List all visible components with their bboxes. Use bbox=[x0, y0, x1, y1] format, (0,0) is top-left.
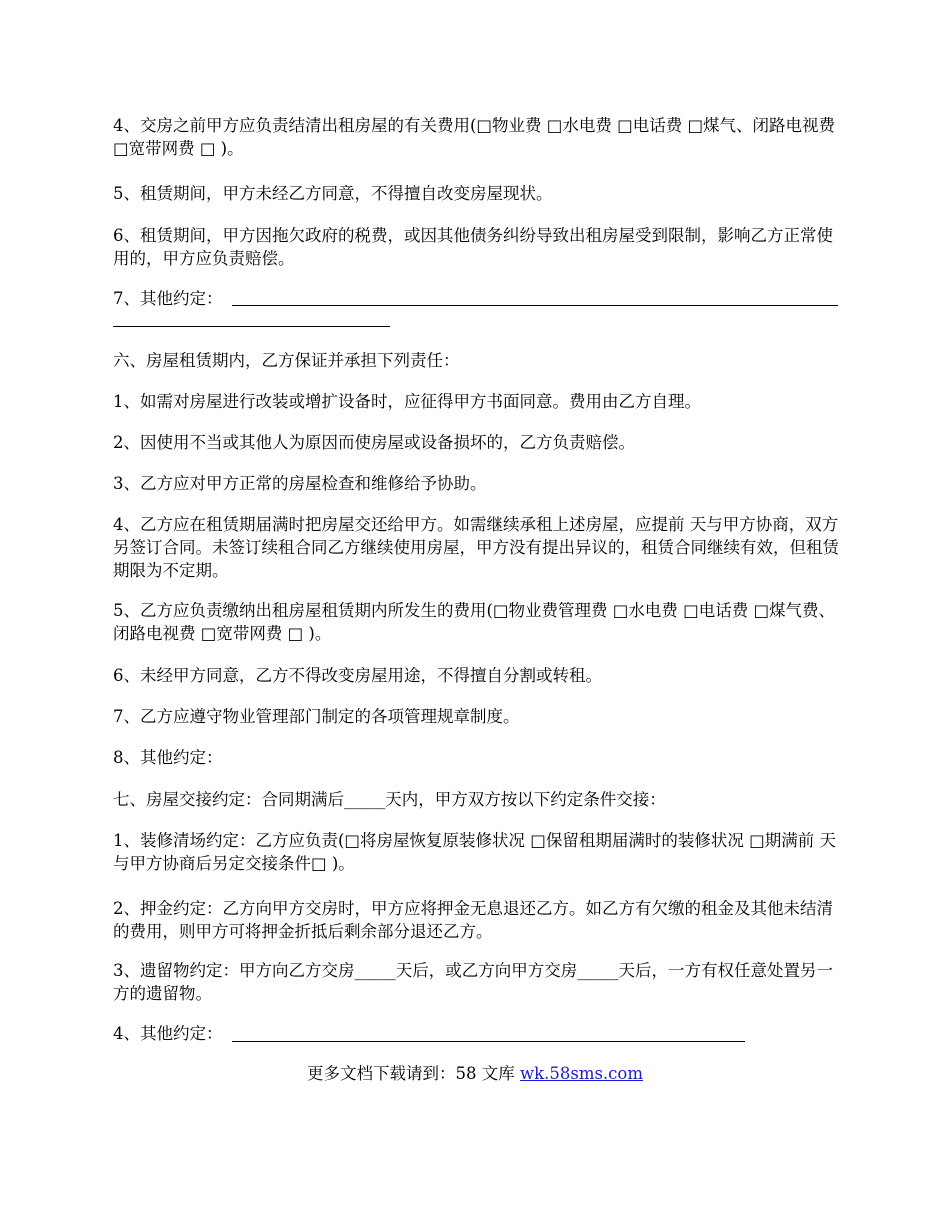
section-six-item-5: 5、乙方应负责缴纳出租房屋租赁期内所发生的费用(□物业费管理费 □水电费 □电话费 □煤气费、闭路电视费 □宽带网费 □ )。 bbox=[113, 601, 836, 643]
section-seven-item-3: 3、遗留物约定：甲方向乙方交房_____天后，或乙方向甲方交房_____天后，一方有权任意处置另一方的遗留物。 bbox=[113, 961, 833, 1003]
fill-in-blank-line bbox=[232, 1041, 745, 1042]
section-six-item-1: 1、如需对房屋进行改装或增扩设备时，应征得甲方书面同意。费用由乙方自理。 bbox=[113, 392, 701, 411]
section-six-item-2: 2、因使用不当或其他人为原因而使房屋或设备损坏的，乙方负责赔偿。 bbox=[113, 433, 635, 452]
fill-in-blank-line bbox=[113, 326, 390, 327]
section-seven-item-1: 1、装修清场约定：乙方应负责(□将房屋恢复原装修状况 □保留租期届满时的装修状况 □期满前 天与甲方协商后另定交接条件□ )。 bbox=[113, 831, 836, 873]
footer-text: 更多文档下载请到：58 文库 bbox=[306, 1064, 520, 1083]
fill-in-blank-line bbox=[232, 305, 838, 306]
footer bbox=[0, 1062, 950, 1085]
section-six-item-4: 4、乙方应在租赁期届满时把房屋交还给甲方。如需继续承租上述房屋，应提前 天与甲方协商，双方另签订合同。未签订续租合同乙方继续使用房屋，甲方没有提出异议的，租赁合同继续有效，但租赁期限为不定期。 bbox=[113, 515, 839, 580]
section-six-title: 六、房屋租赁期内，乙方保证并承担下列责任： bbox=[113, 351, 460, 370]
paragraph-tax-debt: 6、租赁期间，甲方因拖欠政府的税费，或因其他债务纠纷导致出租房屋受到限制，影响乙方正常使用的，甲方应负责赔偿。 bbox=[113, 226, 833, 268]
footer-link[interactable]: wk.58sms.com bbox=[519, 1064, 643, 1083]
section-seven-item-2: 2、押金约定：乙方向甲方交房时，甲方应将押金无息退还乙方。如乙方有欠缴的租金及其他未结清的费用，则甲方可将押金折抵后剩余部分退还乙方。 bbox=[113, 899, 833, 941]
section-six-item-3: 3、乙方应对甲方正常的房屋检查和维修给予协助。 bbox=[113, 474, 487, 493]
section-six-item-8: 8、其他约定： bbox=[113, 748, 223, 767]
section-six-item-6: 6、未经甲方同意，乙方不得改变房屋用途，不得擅自分割或转租。 bbox=[113, 666, 602, 685]
section-seven-title: 七、房屋交接约定：合同期满后_____天内，甲方双方按以下约定条件交接： bbox=[113, 790, 666, 809]
section-six-item-7: 7、乙方应遵守物业管理部门制定的各项管理规章制度。 bbox=[113, 707, 520, 726]
paragraph-no-change: 5、租赁期间，甲方未经乙方同意，不得擅自改变房屋现状。 bbox=[113, 184, 553, 203]
paragraph-other-agreement-label: 7、其他约定： bbox=[113, 289, 223, 308]
paragraph-fees-before-handover: 4、交房之前甲方应负责结清出租房屋的有关费用(□物业费 □水电费 □电话费 □煤气、闭路电视费 □宽带网费 □ )。 bbox=[113, 116, 841, 158]
section-seven-item-4-label: 4、其他约定： bbox=[113, 1024, 223, 1043]
